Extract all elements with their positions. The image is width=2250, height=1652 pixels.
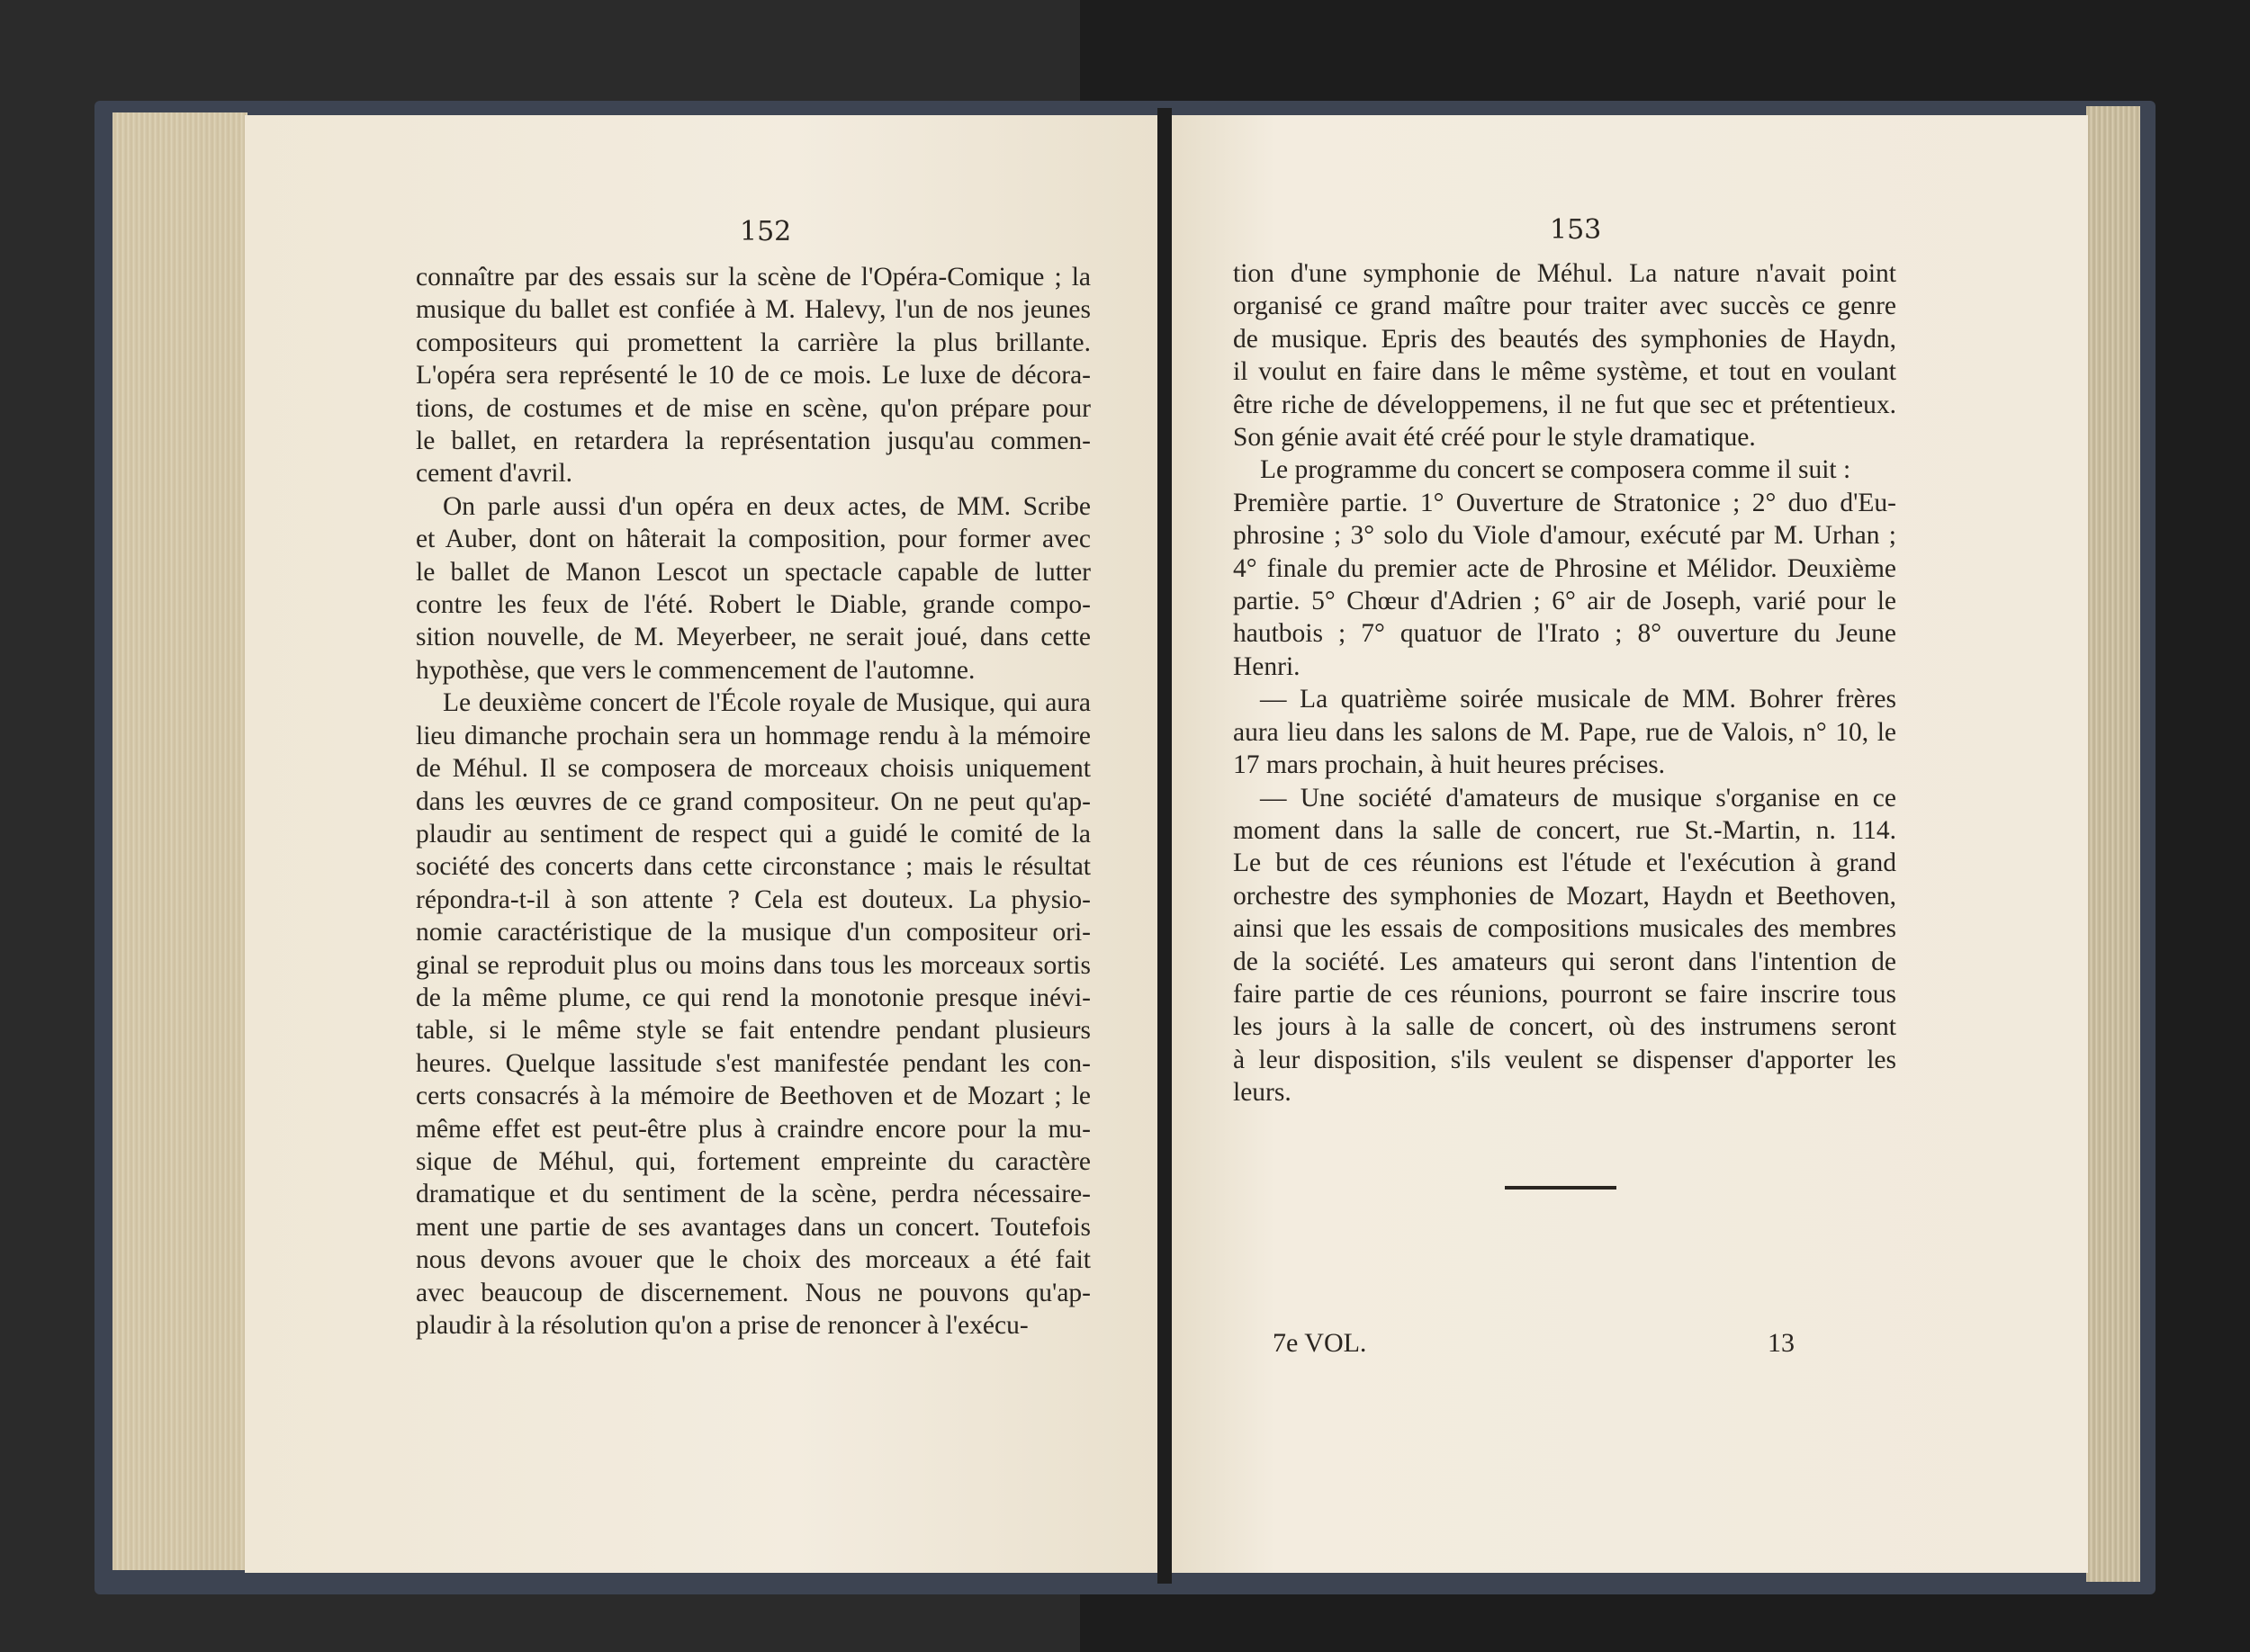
text-line: le ballet de Manon Lescot un spectacle capable de lutter [416,557,1091,587]
text-line: plaudir à la résolution qu'on a prise de renoncer à l'exécu- [416,1311,1029,1340]
text-line: Première partie. 1° Ouverture de Stratonice ; 2° duo d'Eu- [1233,488,1896,517]
text-line: Son génie avait été créé pour le style dramatique. [1233,423,1756,453]
left-page-text [416,261,1091,1342]
text-line: partie. 5° Chœur d'Adrien ; 6° air de Joseph, varié pour le [1233,587,1896,616]
text-line: de la même plume, ce qui rend la monotonie presque inévi- [416,983,1091,1012]
text-line: à leur disposition, s'ils veulent se dispenser d'apporter les [1233,1045,1896,1074]
text-line: aura lieu dans les salons de M. Pape, rue de Valois, n° 10, le [1233,717,1896,747]
text-line: il voulut en faire dans le même système, et tout en voulant [1233,357,1896,387]
text-line: phrosine ; 3° solo du Viole d'amour, exécuté par M. Urhan ; [1233,521,1896,551]
text-line: contre les feux de l'été. Robert le Diable, grande compo- [416,590,1091,620]
text-line: L'opéra sera représenté le 10 de ce mois. Le luxe de décora- [416,361,1091,391]
text-line: orchestre des symphonies de Mozart, Haydn et Beethoven, [1233,881,1896,911]
text-line: Henri. [1233,651,1300,681]
text-line: compositeurs qui promettent la carrière la plus brillante. [416,328,1091,357]
text-line: certs consacrés à la mémoire de Beethoven et de Mozart ; le [416,1082,1091,1111]
text-line: les jours à la salle de concert, où des instrumens seront [1233,1012,1896,1042]
text-line: — La quatrième soirée musicale de MM. Bohrer frères [1260,685,1896,714]
text-line: ainsi que les essais de compositions musicales des membres [1233,914,1896,944]
text-line: de la société. Les amateurs qui seront dans l'intention de [1233,947,1896,976]
text-line: tion d'une symphonie de Méhul. La nature n'avait point [1233,259,1896,288]
text-line: être riche de développemens, il ne fut que sec et prétentieux. [1233,390,1896,419]
text-line: hypothèse, que vers le commencement de l'automne. [416,655,976,685]
text-line: avec beaucoup de discernement. Nous ne pouvons qu'ap- [416,1278,1091,1307]
text-line: cement d'avril. [416,459,573,489]
right-page-text [1233,257,1896,1109]
text-line: Le deuxième concert de l'École royale de Musique, qui aura [443,688,1091,718]
text-line: société des concerts dans cette circonstance ; mais le résultat [416,852,1091,882]
text-line: dramatique et du sentiment de la scène, perdra nécessaire- [416,1180,1091,1209]
text-line: de Méhul. Il se composera de morceaux choisis uniquement [416,754,1091,784]
text-line: — Une société d'amateurs de musique s'organise en ce [1260,783,1896,813]
text-line: musique du ballet est confiée à M. Halevy, l'un de nos jeunes [416,295,1091,325]
text-line: tions, de costumes et de mise en scène, qu'on prépare pour [416,393,1091,423]
text-line: Le programme du concert se composera comme il suit : [1260,455,1851,485]
text-line: hautbois ; 7° quatuor de l'Irato ; 8° ouverture du Jeune [1233,619,1896,649]
text-line: ginal se reproduit plus ou moins dans tous les morceaux sortis [416,950,1091,980]
text-line: 17 mars prochain, à huit heures précises. [1233,750,1666,780]
text-line: même effet est peut-être plus à craindre encore pour la mu- [416,1114,1091,1144]
footer-volume: 7e VOL. [1273,1328,1367,1358]
text-line: table, si le même style se fait entendre pendant plusieurs [416,1016,1091,1046]
text-line: plaudir au sentiment de respect qui a guidé le comité de la [416,819,1091,848]
text-line: sition nouvelle, de M. Meyerbeer, ne serait joué, dans cette [416,623,1091,652]
text-line: Le but de ces réunions est l'étude et l'exécution à grand [1233,848,1896,878]
text-line: connaître par des essais sur la scène de l'Opéra-Comique ; la [416,263,1091,292]
text-line: organisé ce grand maître pour traiter avec succès ce genre [1233,292,1896,321]
text-line: nous devons avouer que le choix des morceaux a été fait [416,1245,1091,1275]
text-line: sique de Méhul, qui, fortement empreinte du caractère [416,1146,1091,1176]
right-page-number: 153 [1550,214,1602,246]
text-line: heures. Quelque lassitude s'est manifestée pendant les con- [416,1048,1091,1078]
footer-signature: 13 [1768,1328,1795,1358]
text-line: 4° finale du premier acte de Phrosine et Mélidor. Deuxième [1233,553,1896,583]
text-line: lieu dimanche prochain sera un hommage rendu à la mémoire [416,721,1091,750]
text-line: On parle aussi d'un opéra en deux actes, de MM. Scribe [443,491,1091,521]
page-edges-left [112,112,248,1570]
text-line: dans les œuvres de ce grand compositeur. On ne peut qu'ap- [416,786,1091,816]
text-line: et Auber, dont on hâterait la composition, pour former avec [416,525,1091,554]
text-line: le ballet, en retardera la représentation jusqu'au commen- [416,426,1091,456]
text-line: leurs. [1233,1078,1292,1108]
text-line: moment dans la salle de concert, rue St.-Martin, n. 114. [1233,815,1896,845]
book-gutter [1157,108,1172,1584]
left-page-number: 152 [740,216,792,247]
page-edges-right [2086,106,2140,1582]
section-rule [1505,1186,1616,1190]
text-line: de musique. Epris des beautés des symphonies de Haydn, [1233,324,1896,354]
text-line: faire partie de ces réunions, pourront se faire inscrire tous [1233,979,1896,1009]
text-line: nomie caractéristique de la musique d'un compositeur ori- [416,918,1091,947]
text-line: répondra-t-il à son attente ? Cela est douteux. La physio- [416,884,1091,914]
text-line: ment une partie de ses avantages dans un concert. Toutefois [416,1212,1091,1242]
